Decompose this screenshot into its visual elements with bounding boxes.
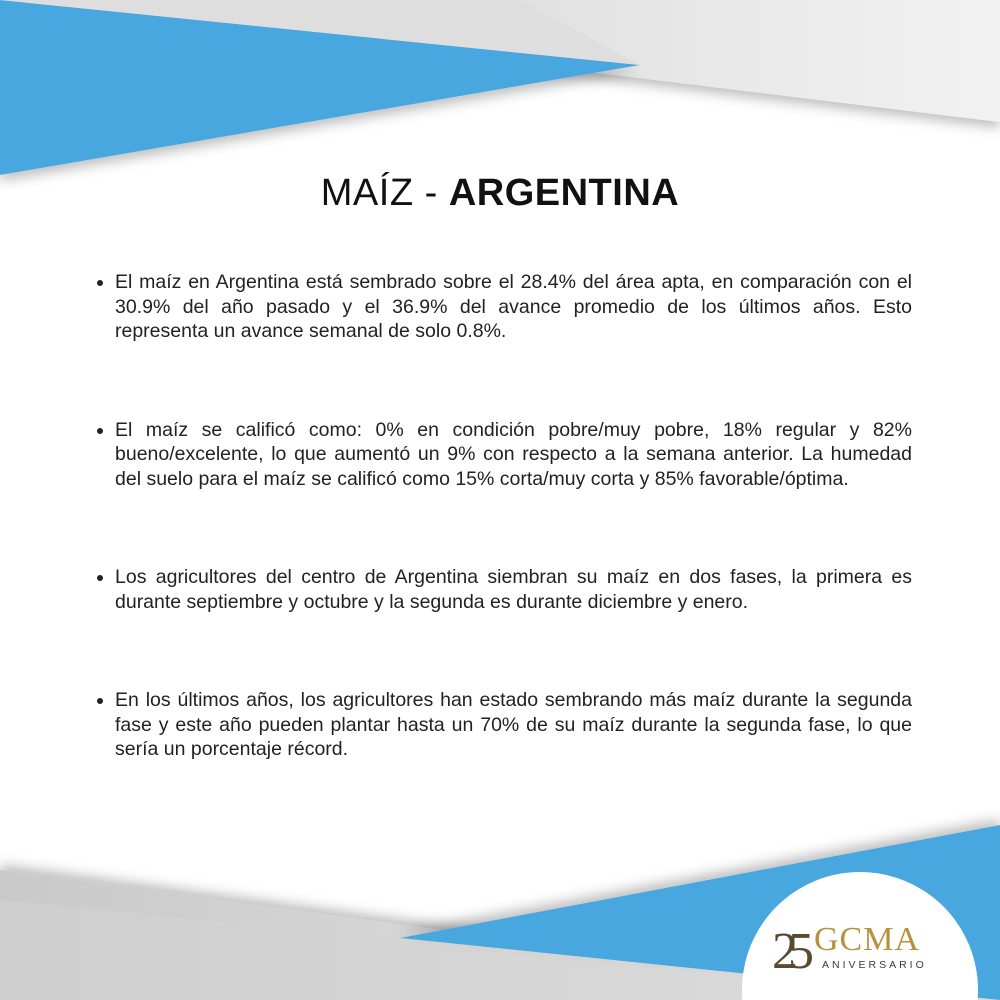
bullet-item: El maíz en Argentina está sembrado sobre el 28.4% del área apta, en comparación con el 30.9% del año pasado y el 36.9% del avance promedio de los últimos años. Esto representa un avance semanal de solo 0.8%. [97, 270, 912, 344]
bullet-item: Los agricultores del centro de Argentina siembran su maíz en dos fases, la primera es durante septiembre y octubre y la segunda es durante diciembre y enero. [97, 565, 912, 614]
logo-number: 25 [772, 923, 804, 980]
bullet-list [97, 270, 912, 836]
title-country: ARGENTINA [448, 172, 680, 214]
title-prefix: MAÍZ - [320, 172, 449, 214]
bullet-item: En los últimos años, los agricultores han estado sembrando más maíz durante la segunda fase y este año pueden plantar hasta un 70% de su maíz durante la segunda fase, lo que sería un porcentaje récord. [97, 688, 912, 762]
logo-brand: GCMA [814, 921, 921, 958]
page-title [0, 172, 1000, 215]
logo-subtitle: ANIVERSARIO [822, 959, 927, 971]
gcma-logo [770, 918, 970, 1000]
bullet-item: El maíz se calificó como: 0% en condición pobre/muy pobre, 18% regular y 82% bueno/excelente, lo que aumentó un 9% con respecto a la semana anterior. La humedad del suelo para el maíz se calificó como 15% corta/muy corta y 85% favorable/óptima. [97, 418, 912, 492]
